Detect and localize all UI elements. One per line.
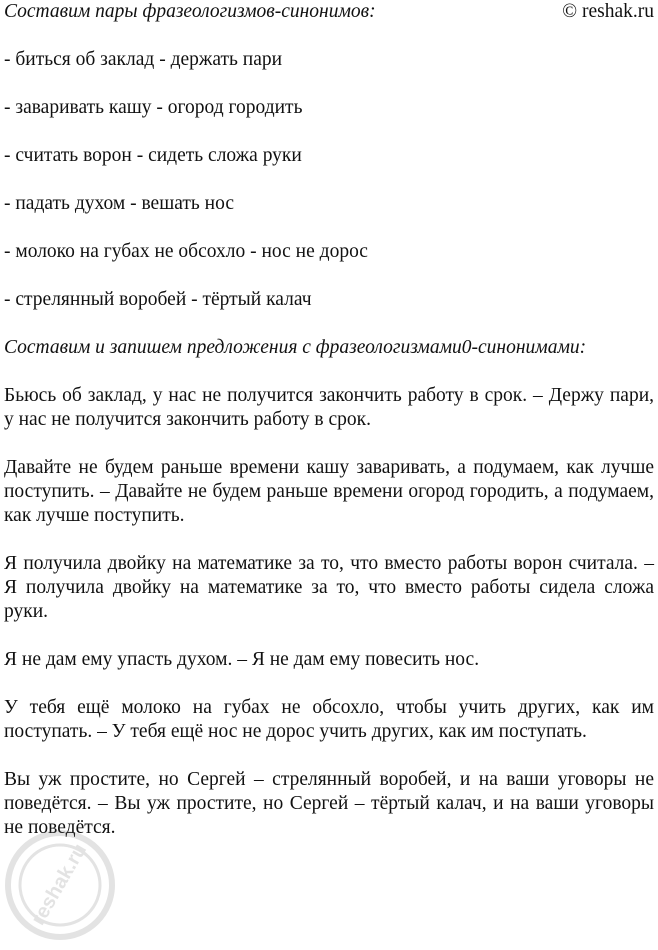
pair-item: - молоко на губах не обсохло - нос не дорос bbox=[4, 241, 368, 262]
sentence-paragraph: Бьюсь об заклад, у нас не получится закончить работу в срок. – Держу пари, у нас не получится закончить работу в срок. bbox=[4, 385, 654, 430]
sentence-paragraph: У тебя ещё молоко на губах не обсохло, чтобы учить других, как им поступать. – У тебя ещё нос не дорос учить других, как им поступать. bbox=[4, 697, 654, 742]
sentence-paragraph: Давайте не будем раньше времени кашу заваривать, а подумаем, как лучше поступить. – Давайте не будем раньше времени огород городить, а подумаем, как лучше поступить. bbox=[4, 457, 654, 526]
sentence-paragraph: Вы уж простите, но Сергей – стрелянный воробей, и на ваши уговоры не поведётся. – Вы уж простите, но Сергей – тёртый калач, и на ваши уговоры не поведётся. bbox=[4, 769, 654, 838]
pair-item: - заваривать кашу - огород городить bbox=[4, 97, 303, 118]
sentence-paragraph: Я получила двойку на математике за то, что вместо работы ворон считала. – Я получила двойку на математике за то, что вместо работы сидела сложа руки. bbox=[4, 553, 654, 622]
watermark-text: reshak.ru bbox=[27, 840, 92, 929]
document-page bbox=[4, 0, 654, 840]
section-heading: Составим и запишем предложения с фразеологизмами0-синонимами: bbox=[4, 337, 587, 358]
copyright-label: © reshak.ru bbox=[562, 1, 654, 22]
pair-item: - биться об заклад - держать пари bbox=[4, 49, 283, 70]
section-title: Составим пары фразеологизмов-синонимов: bbox=[4, 1, 376, 22]
pair-item: - считать ворон - сидеть сложа руки bbox=[4, 145, 302, 166]
sentence-paragraph: Я не дам ему упасть духом. – Я не дам ему повесить нос. bbox=[4, 649, 480, 670]
pair-item: - стрелянный воробей - тёртый калач bbox=[4, 289, 312, 310]
pair-item: - падать духом - вешать нос bbox=[4, 193, 234, 214]
header-row bbox=[4, 0, 654, 24]
